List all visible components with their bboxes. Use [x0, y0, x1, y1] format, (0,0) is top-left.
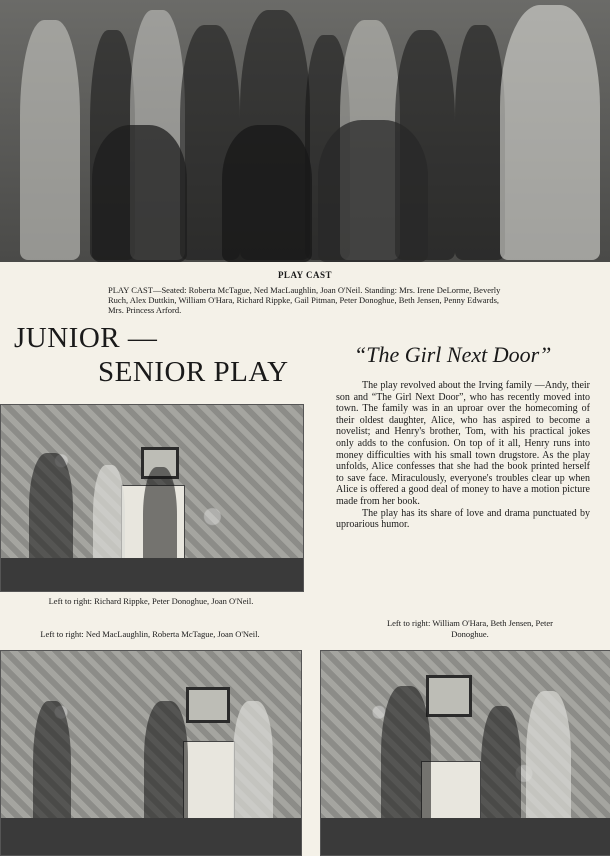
heading-line-2: SENIOR PLAY: [98, 356, 289, 388]
scene-photo-a: [0, 404, 304, 592]
cast-caption-body: Roberta McTague, Ned MacLaughlin, Joan O'Neil. Standing: Mrs. Irene DeLorme, Beverly Ruch, Alex Duttkin, William O'Hara, Richard Rippke, Gail Pitman, Peter Donoghue, Beth Jensen, Penny Edwards, Mrs. Princess Arford.: [108, 285, 501, 315]
cast-photo: [0, 0, 610, 262]
scene-photo-c: [320, 650, 610, 856]
story-paragraph-1: The play revolved about the Irving family —Andy, their son and “The Girl Next Door”, who has recently moved into town. The family was in an uproar over the homecoming of their oldest daughter, Alice, who has aspired to become a novelist; and Henry's brother, Tom, with his practical jokes only adds to the confusion. On top of it all, Henry runs into money difficulties with his small town drugstore. As the play unfolds, Alice confesses that she had the book printed herself to save face. Miraculously, everyone's troubles clear up when Alice is offered a good deal of money to have a motion picture made from her book.: [336, 380, 590, 507]
story-text: [336, 380, 590, 531]
caption-photo-c: Left to right: William O'Hara, Beth Jensen, Peter Donoghue.: [386, 618, 554, 639]
scene-photo-b: [0, 650, 302, 856]
story-paragraph-2: The play has its share of love and drama punctuated by uproarious humor.: [336, 507, 590, 531]
caption-photo-a: Left to right: Richard Rippke, Peter Donoghue, Joan O'Neil.: [48, 596, 254, 606]
caption-photo-b: Left to right: Ned MacLaughlin, Roberta McTague, Joan O'Neil.: [40, 629, 260, 639]
heading-line-1: JUNIOR —: [14, 322, 158, 354]
play-title: “The Girl Next Door”: [354, 342, 552, 367]
cast-caption: [108, 285, 508, 315]
cast-caption-title: PLAY CAST: [277, 270, 333, 280]
cast-caption-lead: PLAY CAST—Seated:: [108, 285, 187, 295]
